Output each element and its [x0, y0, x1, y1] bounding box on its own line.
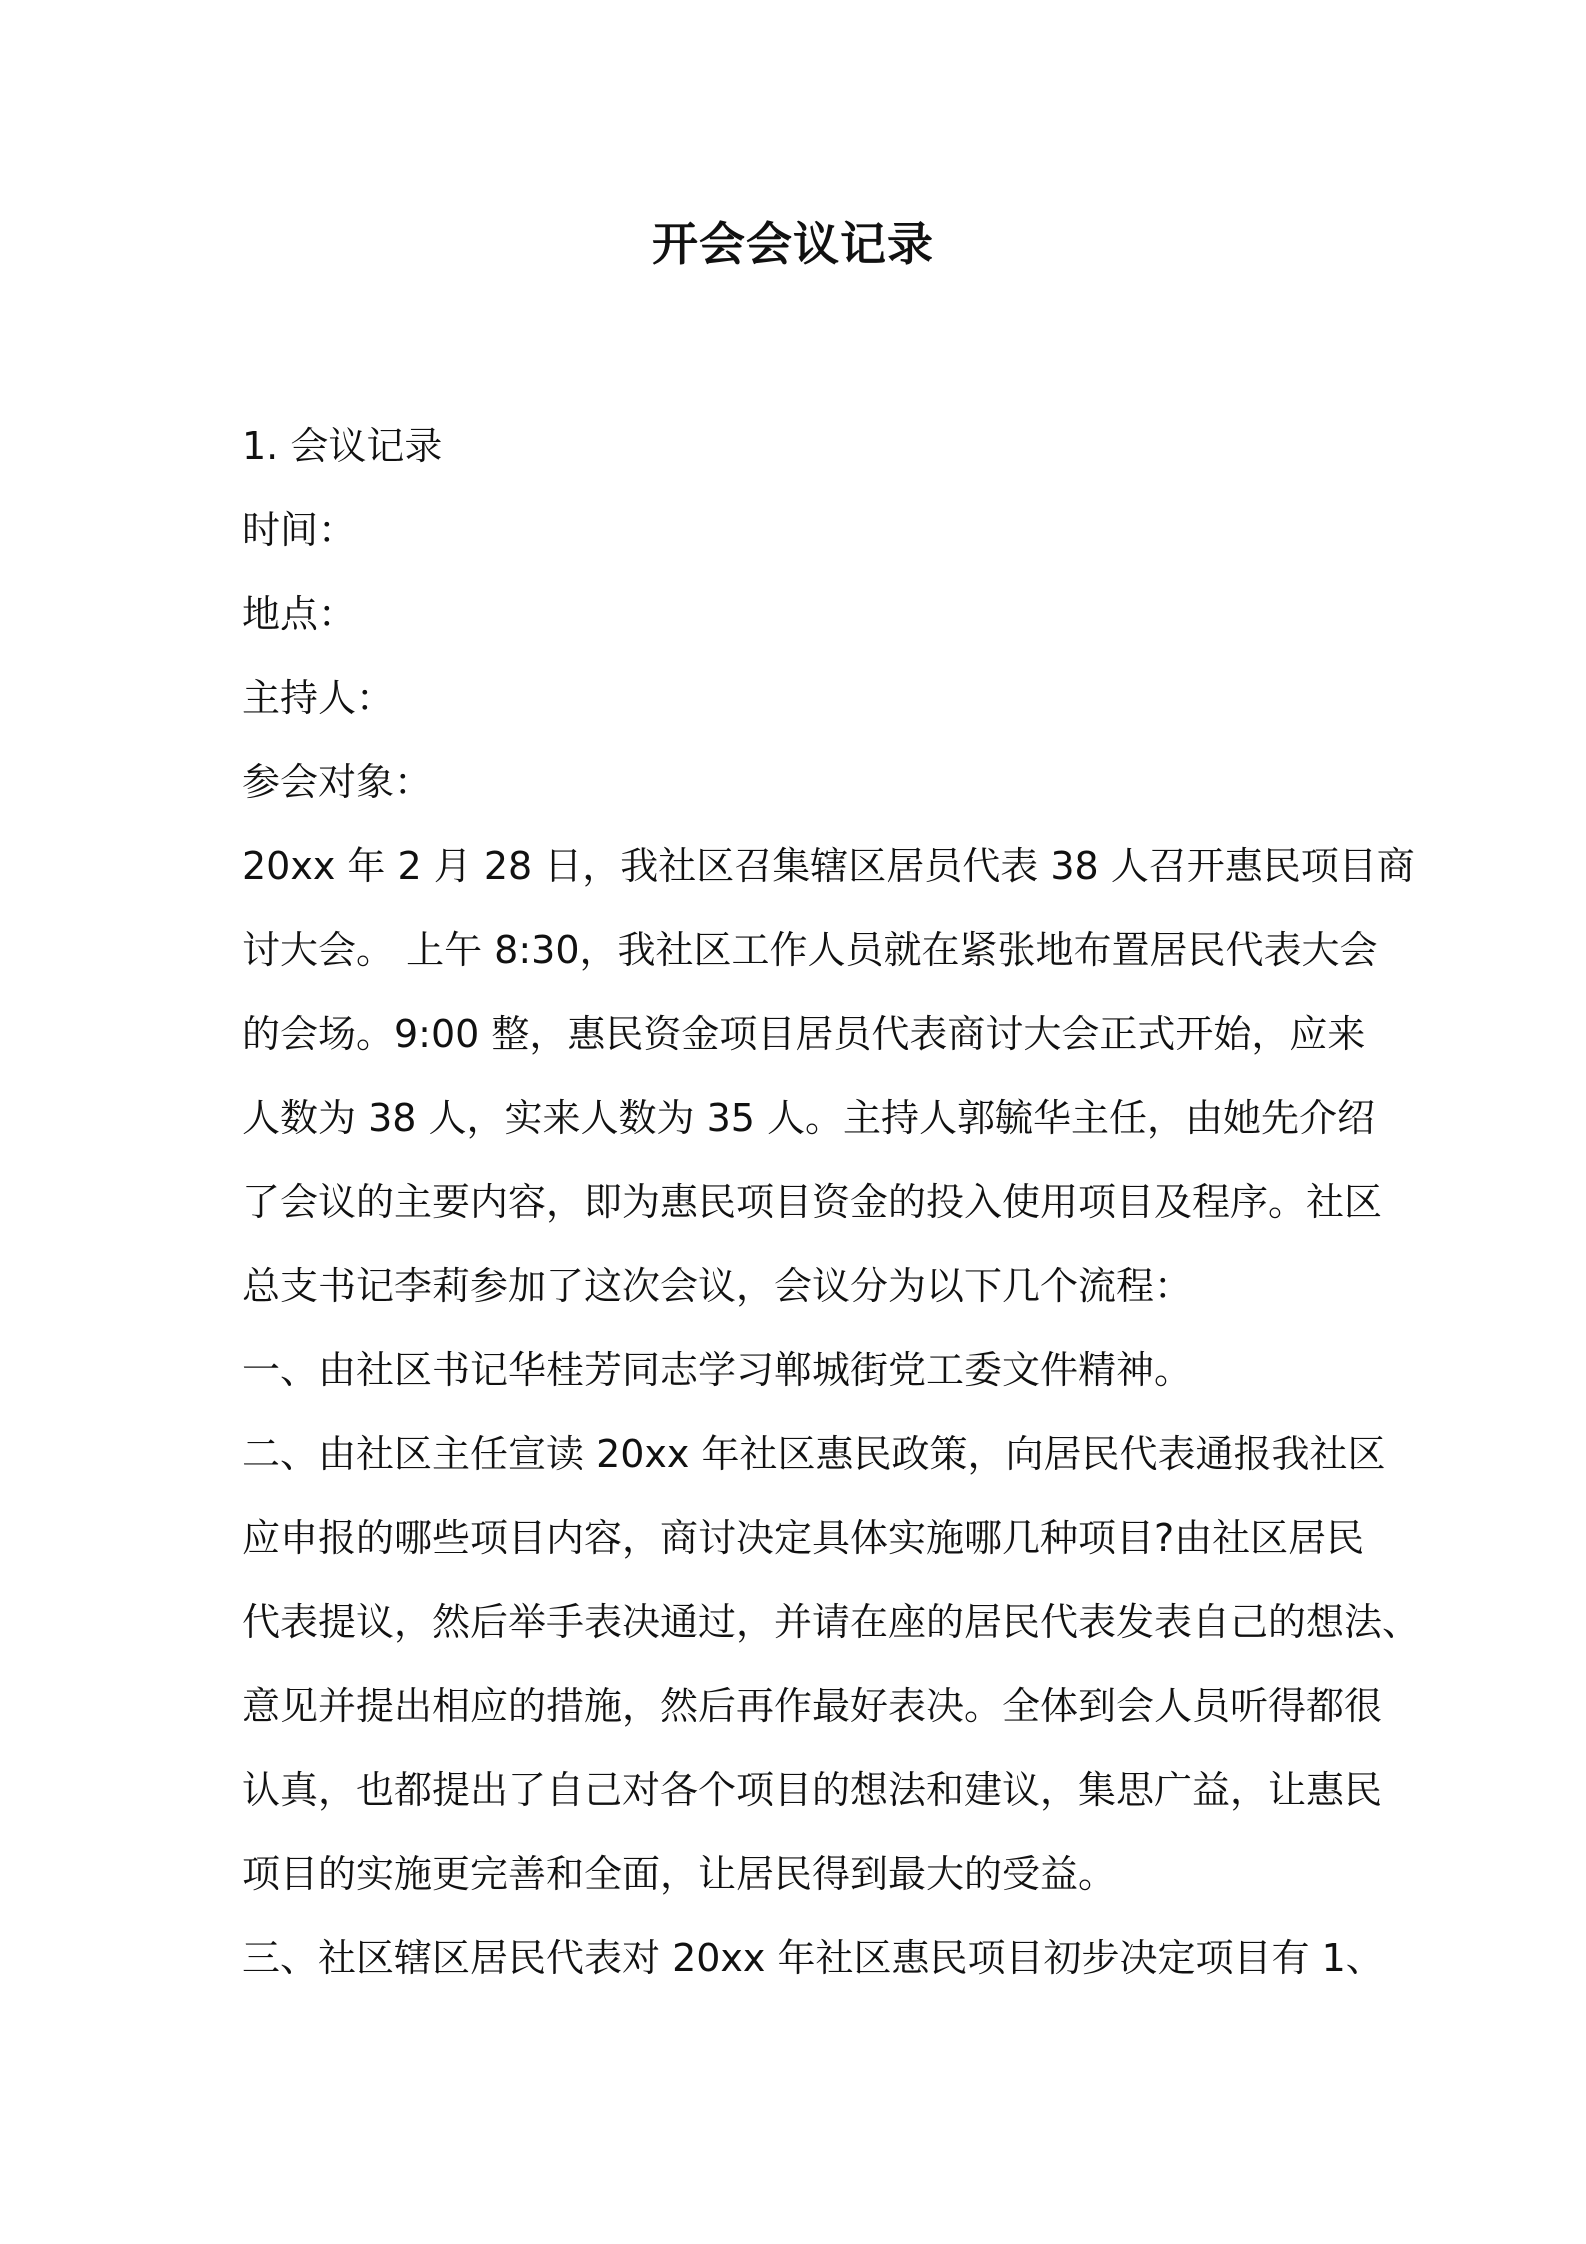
section-heading: 1. 会议记录: [242, 424, 443, 468]
time-field: 时间：: [242, 508, 357, 552]
paragraph-line: 20xx 年 2 月 28 日，我社区召集辖区居员代表 38 人召开惠民项目商: [242, 844, 1415, 888]
agenda-item-2-line: 项目的实施更完善和全面，让居民得到最大的受益。: [242, 1852, 1117, 1896]
agenda-item-3-line: 三、社区辖区居民代表对 20xx 年社区惠民项目初步决定项目有 1、: [242, 1936, 1384, 1980]
paragraph-line: 人数为 38 人，实来人数为 35 人。主持人郭毓华主任，由她先介绍: [242, 1096, 1376, 1140]
agenda-item-1: 一、由社区书记华桂芳同志学习郸城街党工委文件精神。: [242, 1348, 1193, 1392]
attendees-field: 参会对象：: [242, 760, 433, 804]
document-body: [242, 404, 1421, 2000]
paragraph-line: 总支书记李莉参加了这次会议，会议分为以下几个流程：: [242, 1264, 1193, 1308]
paragraph-line: 了会议的主要内容，即为惠民项目资金的投入使用项目及程序。社区: [242, 1180, 1383, 1224]
paragraph-line: 讨大会。 上午 8:30，我社区工作人员就在紧张地布置居民代表大会: [242, 928, 1378, 972]
paragraph-line: 的会场。9:00 整，惠民资金项目居员代表商讨大会正式开始，应来: [242, 1012, 1366, 1056]
agenda-item-2-line: 应申报的哪些项目内容，商讨决定具体实施哪几种项目?由社区居民: [242, 1516, 1365, 1560]
agenda-item-2-line: 意见并提出相应的措施，然后再作最好表决。全体到会人员听得都很: [242, 1684, 1383, 1728]
agenda-item-2-line: 二、由社区主任宣读 20xx 年社区惠民政策，向居民代表通报我社区: [242, 1432, 1386, 1476]
location-field: 地点：: [242, 592, 357, 636]
host-field: 主持人：: [242, 676, 395, 720]
document-title: 开会会议记录: [652, 217, 934, 271]
agenda-item-2-line: 代表提议，然后举手表决通过，并请在座的居民代表发表自己的想法、: [242, 1600, 1421, 1644]
agenda-item-2-line: 认真，也都提出了自己对各个项目的想法和建议，集思广益，让惠民: [242, 1768, 1383, 1812]
